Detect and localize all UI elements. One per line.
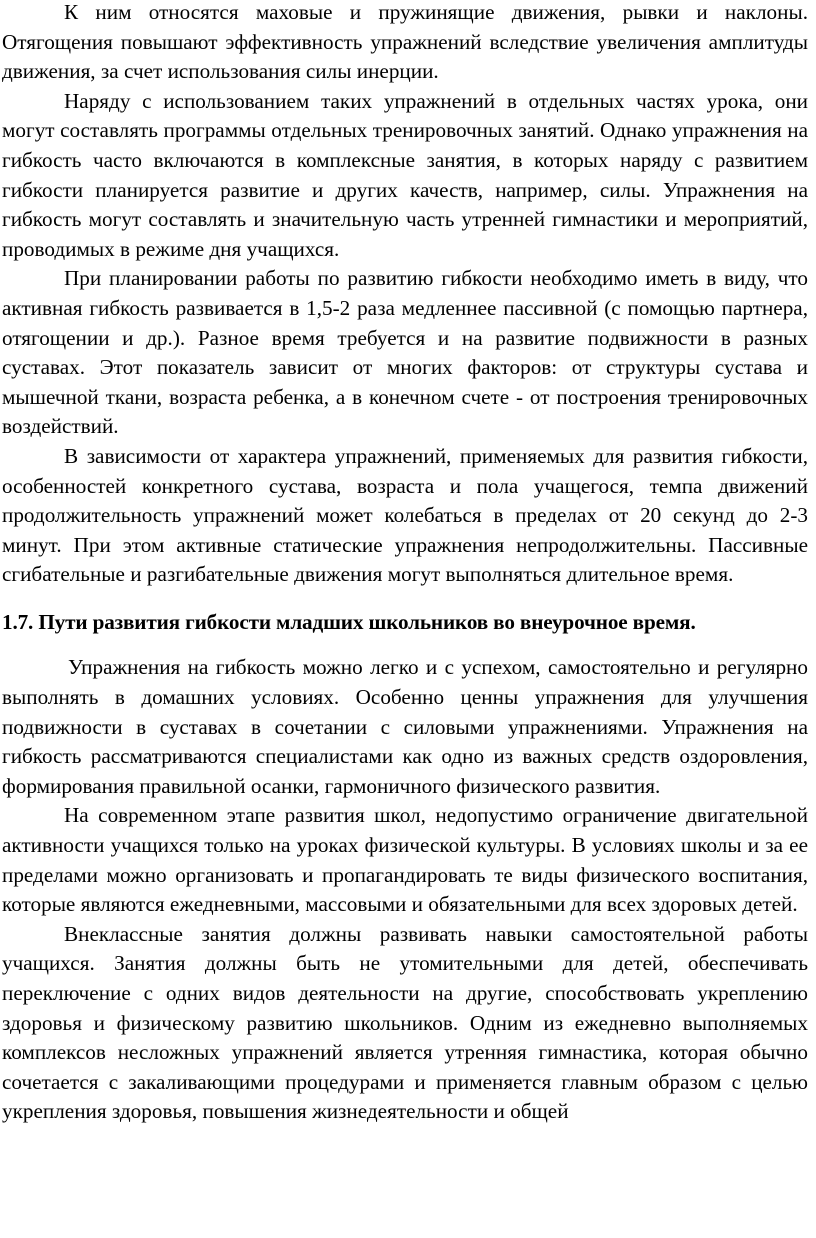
section-heading: 1.7. Пути развития гибкости младших школьников во внеурочное время. <box>2 609 696 634</box>
paragraph: Наряду с использованием таких упражнений в отдельных частях урока, они могут составлять программы отдельных тренировочных занятий. Однако упражнения на гибкость часто включаются в комплексные занятия, в которых наряду с развитием гибкости планируется развитие и других качеств, например, силы. Упражнения на гибкость могут составлять и значительную часть утренней гимнастики и мероприятий, проводимых в режиме дня учащихся. <box>2 88 808 261</box>
paragraph: Внеклассные занятия должны развивать навыки самостоятельной работы учащихся. Занятия должны быть не утомительными для детей, обеспечивать переключение с одних видов деятельности на другие, способствовать укреплению здоровья и физическому развитию школьников. Одним из ежедневно выполняемых комплексов несложных упражнений является утренняя гимнастика, которая обычно сочетается с закаливающими процедурами и применяется главным образом с целью укрепления здоровья, повышения жизнедеятельности и общей <box>2 921 808 1124</box>
paragraph: Упражнения на гибкость можно легко и с успехом, самостоятельно и регулярно выполнять в домашних условиях. Особенно ценны упражнения для улучшения подвижности в суставах в сочетании с силовыми упражнениями. Упражнения на гибкость рассматриваются специалистами как одно из важных средств оздоровления, формирования правильной осанки, гармоничного физического развития. <box>2 655 808 798</box>
paragraph: При планировании работы по развитию гибкости необходимо иметь в виду, что активная гибкость развивается в 1,5-2 раза медленнее пассивной (с помощью партнера, отягощении и др.). Разное время требуется и на развитие подвижности в разных суставах. Этот показатель зависит от многих факторов: от структуры сустава и мышечной ткани, возраста ребенка, а в конечном счете - от построения тренировочных воздействий. <box>2 266 808 439</box>
paragraph: В зависимости от характера упражнений, применяемых для развития гибкости, особенностей конкретного сустава, возраста и пола учащегося, темпа движений продолжительность упражнений может колебаться в пределах от 20 секунд до 2-3 минут. При этом активные статические упражнения непродолжительны. Пассивные сгибательные и разгибательные движения могут выполняться длительное время. <box>2 443 808 587</box>
paragraph: К ним относятся маховые и пружинящие движения, рывки и наклоны. Отягощения повышают эффективность упражнений вследствие увеличения амплитуды движения, за счет использования силы инерции. <box>2 0 808 84</box>
paragraph: На современном этапе развития школ, недопустимо ограничение двигательной активности учащихся только на уроках физической культуры. В условиях школы и за ее пределами можно организовать и пропагандировать те виды физического воспитания, которые являются ежедневными, массовыми и обязательными для всех здоровых детей. <box>2 803 808 917</box>
